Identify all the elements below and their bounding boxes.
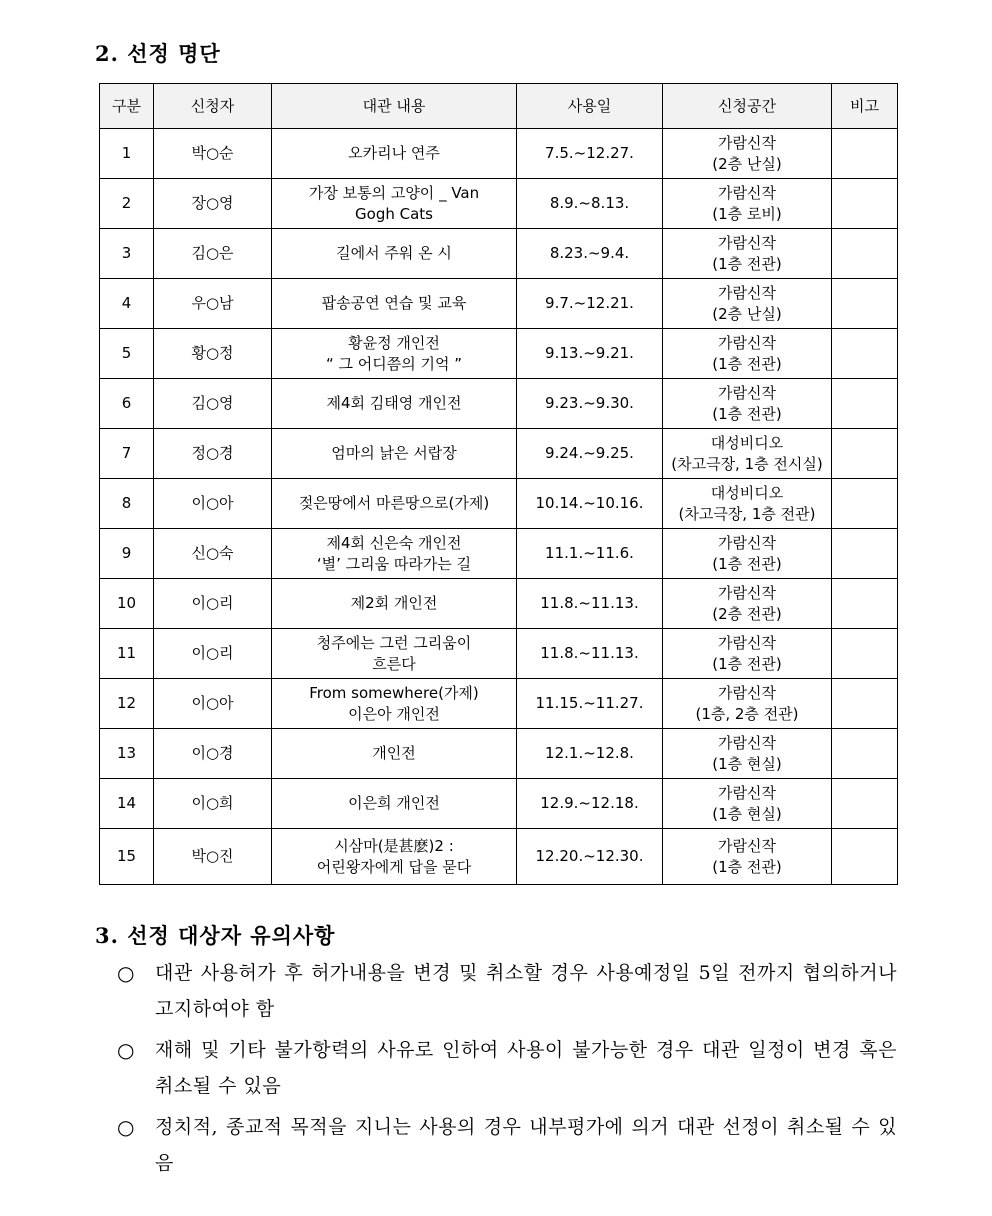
cell-no: 3: [100, 229, 154, 279]
table-row: [100, 179, 898, 229]
cell-content-line: 황윤정 개인전: [348, 333, 440, 352]
cell-space-line: 가람신작: [718, 783, 776, 802]
list-item: [117, 955, 897, 1027]
cell-no: 14: [100, 779, 154, 829]
notice-list: [117, 955, 897, 1186]
cell-space-line: 가람신작: [718, 233, 776, 252]
cell-space-line: (1층 전관): [712, 404, 782, 423]
cell-no: 15: [100, 829, 154, 885]
cell-content-line: 제4회 김태영 개인전: [326, 394, 462, 412]
cell-space-line: 가람신작: [718, 183, 776, 202]
cell-dates: 9.13.~9.21.: [517, 329, 663, 379]
cell-space-line: (1층 전관): [712, 857, 782, 876]
cell-applicant: 이○아: [154, 679, 272, 729]
cell-space-line: (1층 현실): [712, 804, 782, 823]
cell-content-line: 길에서 주워 온 시: [336, 244, 452, 262]
cell-note: [832, 329, 898, 379]
table-row: [100, 479, 898, 529]
cell-applicant: 이○리: [154, 629, 272, 679]
cell-applicant: 김○은: [154, 229, 272, 279]
cell-no: 13: [100, 729, 154, 779]
cell-space-line: 가람신작: [718, 836, 776, 855]
cell-dates: 12.1.~12.8.: [517, 729, 663, 779]
cell-applicant: 신○숙: [154, 529, 272, 579]
cell-note: [832, 579, 898, 629]
cell-applicant: 이○희: [154, 779, 272, 829]
cell-note: [832, 429, 898, 479]
cell-applicant: 이○리: [154, 579, 272, 629]
cell-dates: 8.9.~8.13.: [517, 179, 663, 229]
cell-space-line: 가람신작: [718, 383, 776, 402]
cell-content-line: 개인전: [372, 744, 416, 762]
cell-space: [663, 229, 832, 279]
cell-dates: 10.14.~10.16.: [517, 479, 663, 529]
cell-dates: 12.9.~12.18.: [517, 779, 663, 829]
cell-space: [663, 579, 832, 629]
cell-no: 1: [100, 129, 154, 179]
cell-dates: 11.8.~11.13.: [517, 579, 663, 629]
cell-space-line: (1층 전관): [712, 654, 782, 673]
table-row: [100, 579, 898, 629]
cell-applicant: 박○순: [154, 129, 272, 179]
cell-applicant: 박○진: [154, 829, 272, 885]
cell-content: [272, 729, 517, 779]
cell-space-line: 가람신작: [718, 533, 776, 552]
cell-space-line: (1층 전관): [712, 554, 782, 573]
cell-space: [663, 679, 832, 729]
cell-dates: 9.7.~12.21.: [517, 279, 663, 329]
cell-no: 12: [100, 679, 154, 729]
notice-text: 재해 및 기타 불가항력의 사유로 인하여 사용이 불가능한 경우 대관 일정이 변경 혹은 취소될 수 있음: [155, 1039, 897, 1097]
table-row: [100, 629, 898, 679]
circle-bullet-icon: ○: [117, 961, 135, 985]
table-row: [100, 829, 898, 885]
cell-no: 9: [100, 529, 154, 579]
cell-content: [272, 479, 517, 529]
header-space: 신청공간: [663, 84, 832, 129]
notice-text: 대관 사용허가 후 허가내용을 변경 및 취소할 경우 사용예정일 5일 전까지 협의하거나 고지하여야 함: [155, 962, 897, 1020]
section-title-notices: 3. 선정 대상자 유의사항: [95, 923, 336, 948]
cell-dates: 11.15.~11.27.: [517, 679, 663, 729]
cell-content-line: From somewhere(가제): [309, 683, 479, 702]
cell-content: [272, 679, 517, 729]
cell-space-line: (1층, 2층 전관): [695, 704, 799, 723]
cell-note: [832, 229, 898, 279]
cell-dates: 9.24.~9.25.: [517, 429, 663, 479]
cell-content-line: 이은희 개인전: [348, 794, 440, 812]
cell-note: [832, 379, 898, 429]
cell-space-line: 대성비디오: [710, 483, 784, 502]
cell-space-line: (2층 난실): [712, 154, 782, 173]
cell-space-line: (차고극장, 1층 전시실): [671, 454, 823, 473]
cell-space-line: (1층 전관): [712, 254, 782, 273]
cell-space: [663, 829, 832, 885]
cell-content: [272, 429, 517, 479]
cell-space-line: 가람신작: [718, 583, 776, 602]
cell-space: [663, 529, 832, 579]
header-no: 구분: [100, 84, 154, 129]
cell-no: 6: [100, 379, 154, 429]
cell-space: [663, 379, 832, 429]
cell-content-line: 시삼마(是甚麽)2 :: [334, 836, 454, 855]
cell-content-line: ‘별’ 그리움 따라가는 길: [316, 554, 472, 573]
cell-space: [663, 179, 832, 229]
cell-content-line: 가장 보통의 고양이 _ Van: [308, 183, 480, 202]
cell-no: 5: [100, 329, 154, 379]
cell-note: [832, 179, 898, 229]
table-row: [100, 529, 898, 579]
table-row: [100, 729, 898, 779]
table-row: [100, 129, 898, 179]
cell-space-line: 가람신작: [718, 133, 776, 152]
cell-dates: 12.20.~12.30.: [517, 829, 663, 885]
cell-applicant: 황○정: [154, 329, 272, 379]
cell-note: [832, 129, 898, 179]
cell-dates: 7.5.~12.27.: [517, 129, 663, 179]
cell-applicant: 이○아: [154, 479, 272, 529]
cell-content: [272, 529, 517, 579]
cell-dates: 8.23.~9.4.: [517, 229, 663, 279]
cell-dates: 9.23.~9.30.: [517, 379, 663, 429]
section-title-selection-list: 2. 선정 명단: [95, 41, 221, 66]
cell-dates: 11.1.~11.6.: [517, 529, 663, 579]
cell-content: [272, 329, 517, 379]
cell-content-line: 이은아 개인전: [348, 704, 440, 723]
cell-no: 4: [100, 279, 154, 329]
cell-space-line: 가람신작: [718, 683, 776, 702]
cell-content: [272, 629, 517, 679]
cell-content-line: 제2회 개인전: [350, 594, 438, 612]
cell-space-line: 가람신작: [718, 333, 776, 352]
cell-applicant: 장○영: [154, 179, 272, 229]
cell-space-line: 대성비디오: [710, 433, 784, 452]
cell-space-line: (2층 전관): [712, 604, 782, 623]
table-row: [100, 229, 898, 279]
cell-space-line: 가람신작: [718, 633, 776, 652]
cell-content-line: 오카리나 연주: [348, 144, 440, 162]
cell-content-line: 젖은땅에서 마른땅으로(가제): [298, 494, 490, 512]
table-body: [100, 129, 898, 885]
cell-content-line: 어린왕자에게 답을 묻다: [316, 857, 472, 876]
cell-dates: 11.8.~11.13.: [517, 629, 663, 679]
cell-no: 2: [100, 179, 154, 229]
table-row: [100, 779, 898, 829]
table-row: [100, 329, 898, 379]
cell-applicant: 김○영: [154, 379, 272, 429]
cell-space: [663, 429, 832, 479]
cell-no: 10: [100, 579, 154, 629]
cell-content: [272, 279, 517, 329]
cell-content-line: 청주에는 그런 그리움이: [316, 633, 472, 652]
cell-space-line: (차고극장, 1층 전관): [678, 504, 816, 523]
cell-content-line: 팝송공연 연습 및 교육: [321, 294, 467, 312]
cell-space-line: (1층 전관): [712, 354, 782, 373]
table-row: [100, 429, 898, 479]
header-note: 비고: [832, 84, 898, 129]
cell-applicant: 정○경: [154, 429, 272, 479]
cell-content: [272, 229, 517, 279]
cell-content: [272, 129, 517, 179]
cell-space: [663, 329, 832, 379]
cell-content-line: 엄마의 낡은 서랍장: [331, 444, 457, 462]
cell-space-line: (1층 현실): [712, 754, 782, 773]
cell-no: 7: [100, 429, 154, 479]
cell-space-line: (1층 로비): [712, 204, 782, 223]
cell-content-line: 제4회 신은숙 개인전: [326, 533, 462, 552]
cell-content: [272, 779, 517, 829]
circle-bullet-icon: ○: [117, 1115, 135, 1139]
table-row: [100, 279, 898, 329]
cell-note: [832, 779, 898, 829]
table-row: [100, 379, 898, 429]
notice-text: 정치적, 종교적 목적을 지니는 사용의 경우 내부평가에 의거 대관 선정이 취소될 수 있음: [155, 1116, 897, 1174]
cell-note: [832, 279, 898, 329]
cell-note: [832, 479, 898, 529]
cell-space: [663, 629, 832, 679]
cell-content-line: “ 그 어디쯤의 기억 ”: [325, 354, 463, 373]
cell-space: [663, 129, 832, 179]
cell-note: [832, 629, 898, 679]
cell-space-line: 가람신작: [718, 733, 776, 752]
cell-note: [832, 529, 898, 579]
cell-applicant: 이○경: [154, 729, 272, 779]
table-row: [100, 679, 898, 729]
cell-space: [663, 729, 832, 779]
cell-content-line: 흐른다: [372, 654, 416, 673]
cell-space: [663, 479, 832, 529]
header-dates: 사용일: [517, 84, 663, 129]
cell-applicant: 우○남: [154, 279, 272, 329]
cell-content-line: Gogh Cats: [355, 204, 433, 223]
cell-content: [272, 379, 517, 429]
cell-note: [832, 679, 898, 729]
cell-no: 8: [100, 479, 154, 529]
cell-content: [272, 179, 517, 229]
cell-space-line: 가람신작: [718, 283, 776, 302]
cell-note: [832, 729, 898, 779]
table-header-row: [100, 84, 898, 129]
selection-table: [99, 83, 898, 885]
cell-space-line: (2층 난실): [712, 304, 782, 323]
list-item: [117, 1032, 897, 1104]
cell-content: [272, 829, 517, 885]
list-item: [117, 1109, 897, 1181]
cell-space: [663, 779, 832, 829]
cell-note: [832, 829, 898, 885]
cell-space: [663, 279, 832, 329]
cell-no: 11: [100, 629, 154, 679]
header-content: 대관 내용: [272, 84, 517, 129]
cell-content: [272, 579, 517, 629]
circle-bullet-icon: ○: [117, 1038, 135, 1062]
header-applicant: 신청자: [154, 84, 272, 129]
